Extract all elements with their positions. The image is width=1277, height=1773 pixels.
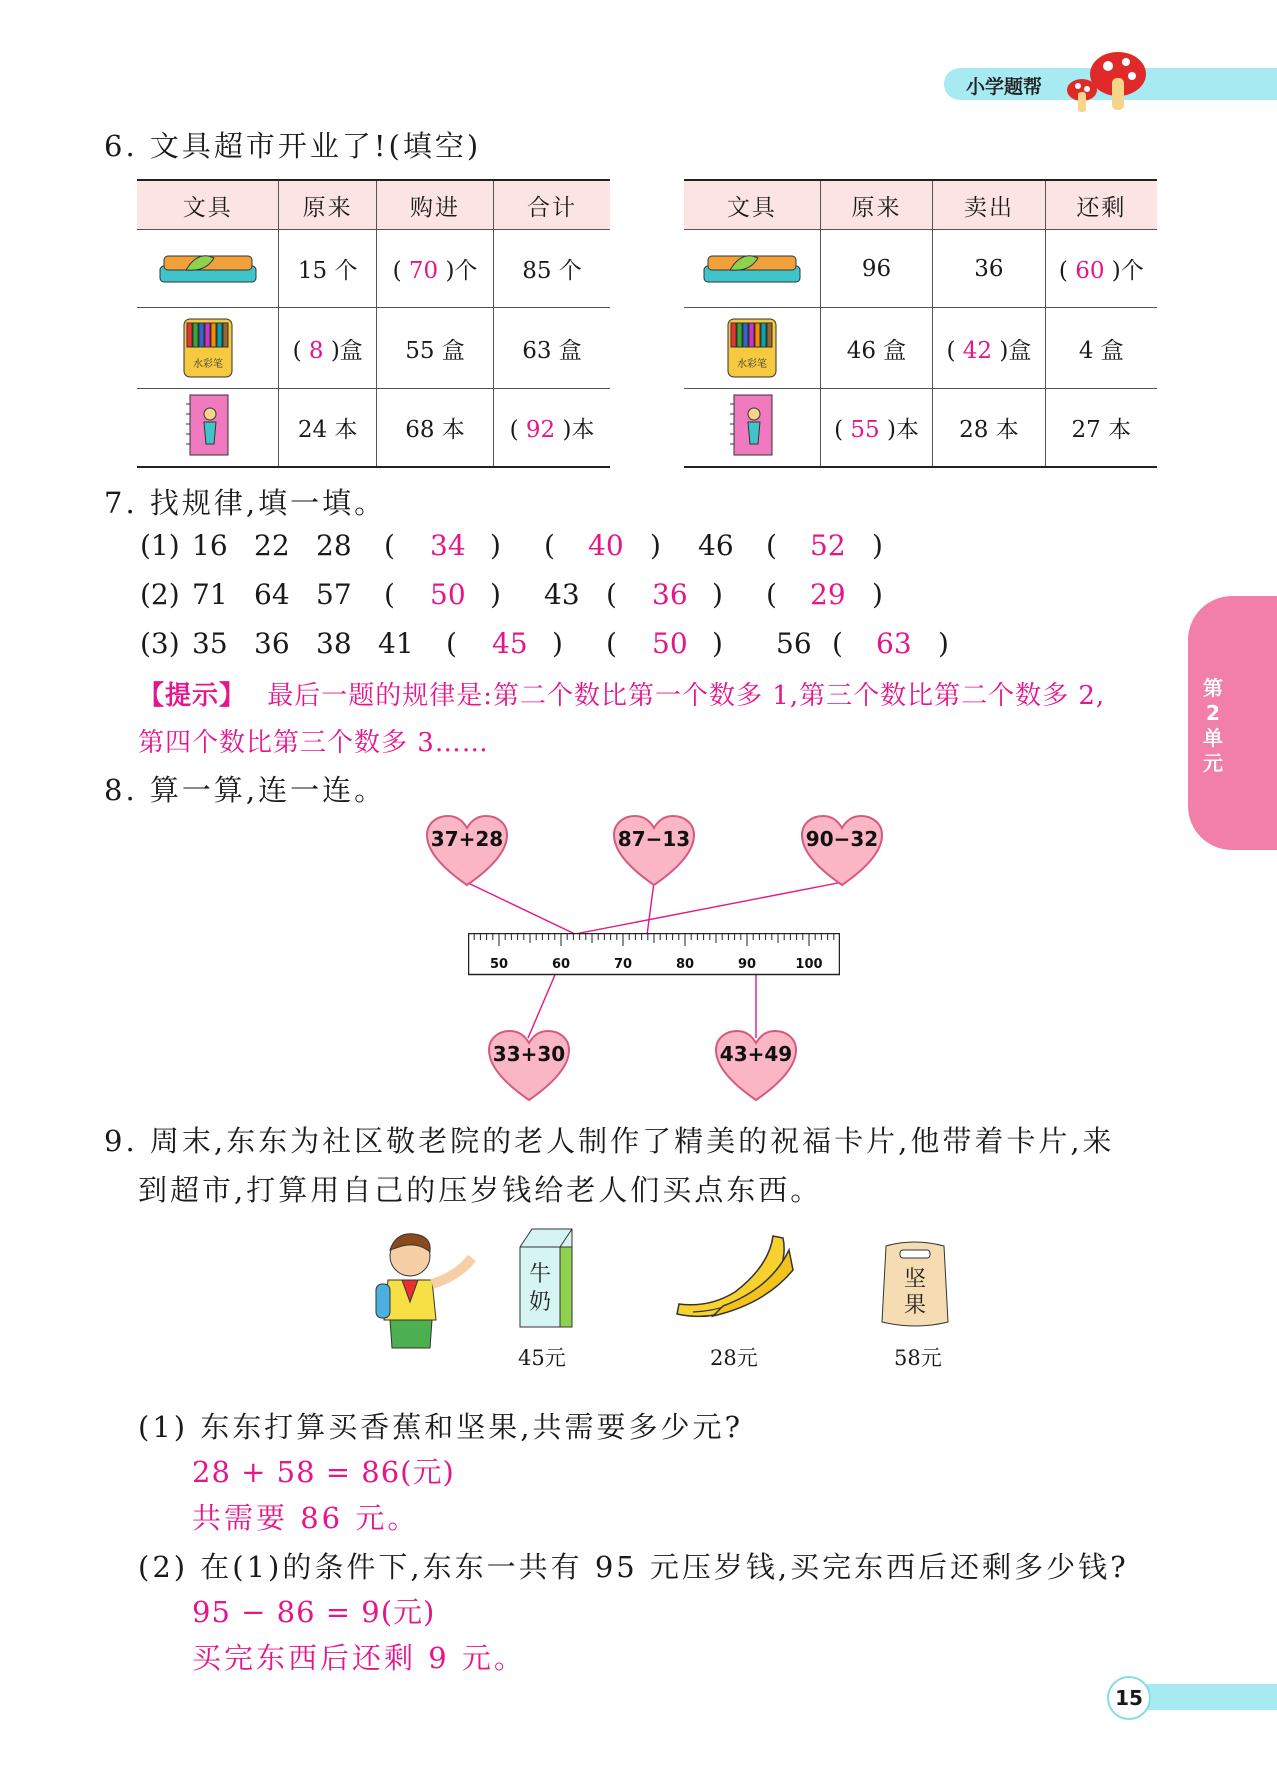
q9-sub2-equation: 95 − 86 = 9(元) [192,1595,436,1629]
heart-90-32: 90−32 [800,815,884,887]
col-header: 文具 [137,180,279,230]
ruler-label: 50 [489,957,509,972]
page-number: 15 [1107,1676,1151,1720]
answer: 40 [588,529,624,562]
table-cell: ( 70 )个 [376,230,493,308]
ruler-label: 70 [613,957,633,972]
answer: 92 [525,417,556,443]
hint-line-1: 【提示】 最后一题的规律是:第二个数比第一个数多 1,第三个数比第二个数多 2, [138,681,1106,711]
col-header: 合计 [494,180,610,230]
banana-icon [673,1230,797,1326]
answer: 36 [652,578,688,611]
table-cell: 27 本 [1045,389,1157,468]
table-cell: 28 本 [933,389,1045,468]
table-cell: ( 60 )个 [1045,230,1157,308]
answer: 50 [652,627,688,660]
nuts-price: 58元 [894,1346,942,1370]
unit-label: 第 2 单 元 [1203,676,1223,775]
table-cell: 4 盒 [1045,308,1157,389]
col-header: 购进 [376,180,493,230]
col-header: 文具 [684,180,820,230]
heart-87-13: 87−13 [612,815,696,887]
table-cell: 85 个 [494,230,610,308]
answer: 63 [876,627,912,660]
table-cell: 68 本 [376,389,493,468]
hint-label: 【提示】 [138,681,247,711]
answer: 34 [430,529,466,562]
heart-43-49: 43+49 [714,1030,798,1102]
q8-title: 8. 算一算,连一连。 [104,773,387,807]
table-cell: 24 本 [279,389,377,468]
milk-price: 45元 [518,1346,566,1370]
ruler-label: 60 [551,957,571,972]
table-cell: ( 55 )本 [820,389,932,468]
nut-bag-icon [878,1236,952,1332]
heart-33-30: 33+30 [487,1030,571,1102]
q9-sub2-question: (2) 在(1)的条件下,东东一共有 95 元压岁钱,买完东西后还剩多少钱? [138,1550,1129,1584]
q9-sub1-question: (1) 东东打算买香蕉和坚果,共需要多少元? [138,1410,744,1444]
milk-carton-icon [512,1225,580,1331]
line-90-32 [570,882,843,935]
banana-price: 28元 [710,1346,758,1370]
svg-text:坚: 坚 [903,1267,927,1292]
ruler-label: 90 [737,957,757,972]
table-cell: 55 盒 [376,308,493,389]
q9-sub2-answer: 买完东西后还剩 9 元。 [192,1641,526,1675]
table-cell: ( 8 )盒 [279,308,377,389]
svg-text:水彩笔: 水彩笔 [736,359,767,370]
q9-title-line-1: 9. 周末,东东为社区敬老院的老人制作了精美的祝福卡片,他带着卡片,来 [104,1124,1115,1158]
answer: 42 [962,337,993,364]
table-cell: 96 [820,230,932,308]
line-37+28 [466,882,577,935]
sequence-row-3: (3) 35 36 38 41 ( 45 ) ( 50 ) 56 ( 63 ) [140,627,949,660]
answer: 70 [408,258,439,284]
col-header: 还剩 [1045,180,1157,230]
boy-illustration [362,1230,492,1352]
col-header: 原来 [279,180,377,230]
table-cell: ( 92 )本 [494,389,610,468]
answer: 29 [810,578,846,611]
q9-sub1-equation: 28 + 58 = 86(元) [192,1455,455,1489]
sequence-row-2: (2) 71 64 57 ( 50 ) 43 ( 36 ) ( 29 ) [140,578,883,611]
table-cell: 46 盒 [820,308,932,389]
line-87-13 [647,882,654,935]
ruler-label: 100 [795,957,823,972]
svg-text:牛: 牛 [528,1262,552,1287]
q7-title: 7. 找规律,填一填。 [104,486,387,520]
ruler [468,933,840,977]
table-cell: 15 个 [279,230,377,308]
q6-title: 6. 文具超市开业了!(填空) [104,129,482,163]
svg-text:水彩笔: 水彩笔 [192,359,223,370]
answer: 55 [850,417,880,443]
answer: 52 [810,529,846,562]
table-cell: ( 42 )盒 [933,308,1045,389]
answer: 60 [1075,258,1105,284]
ruler-label: 80 [675,957,695,972]
table-cell: 36 [933,230,1045,308]
q9-title-line-2: 到超市,打算用自己的压岁钱给老人们买点东西。 [138,1173,823,1207]
col-header: 原来 [820,180,932,230]
svg-text:奶: 奶 [528,1290,552,1315]
sequence-row-1: (1) 16 22 28 ( 34 ) ( 40 ) 46 ( 52 ) [140,529,883,562]
brand-title: 小学题帮 [966,76,1043,98]
hint-line-2: 第四个数比第三个数多 3…… [138,728,489,758]
answer: 50 [430,578,466,611]
col-header: 卖出 [933,180,1045,230]
q9-sub1-answer: 共需要 86 元。 [192,1501,420,1535]
answer: 45 [492,627,528,660]
svg-text:果: 果 [903,1293,927,1318]
heart-37-28: 37+28 [425,815,509,887]
table-cell: 63 盒 [494,308,610,389]
answer: 8 [308,337,324,364]
